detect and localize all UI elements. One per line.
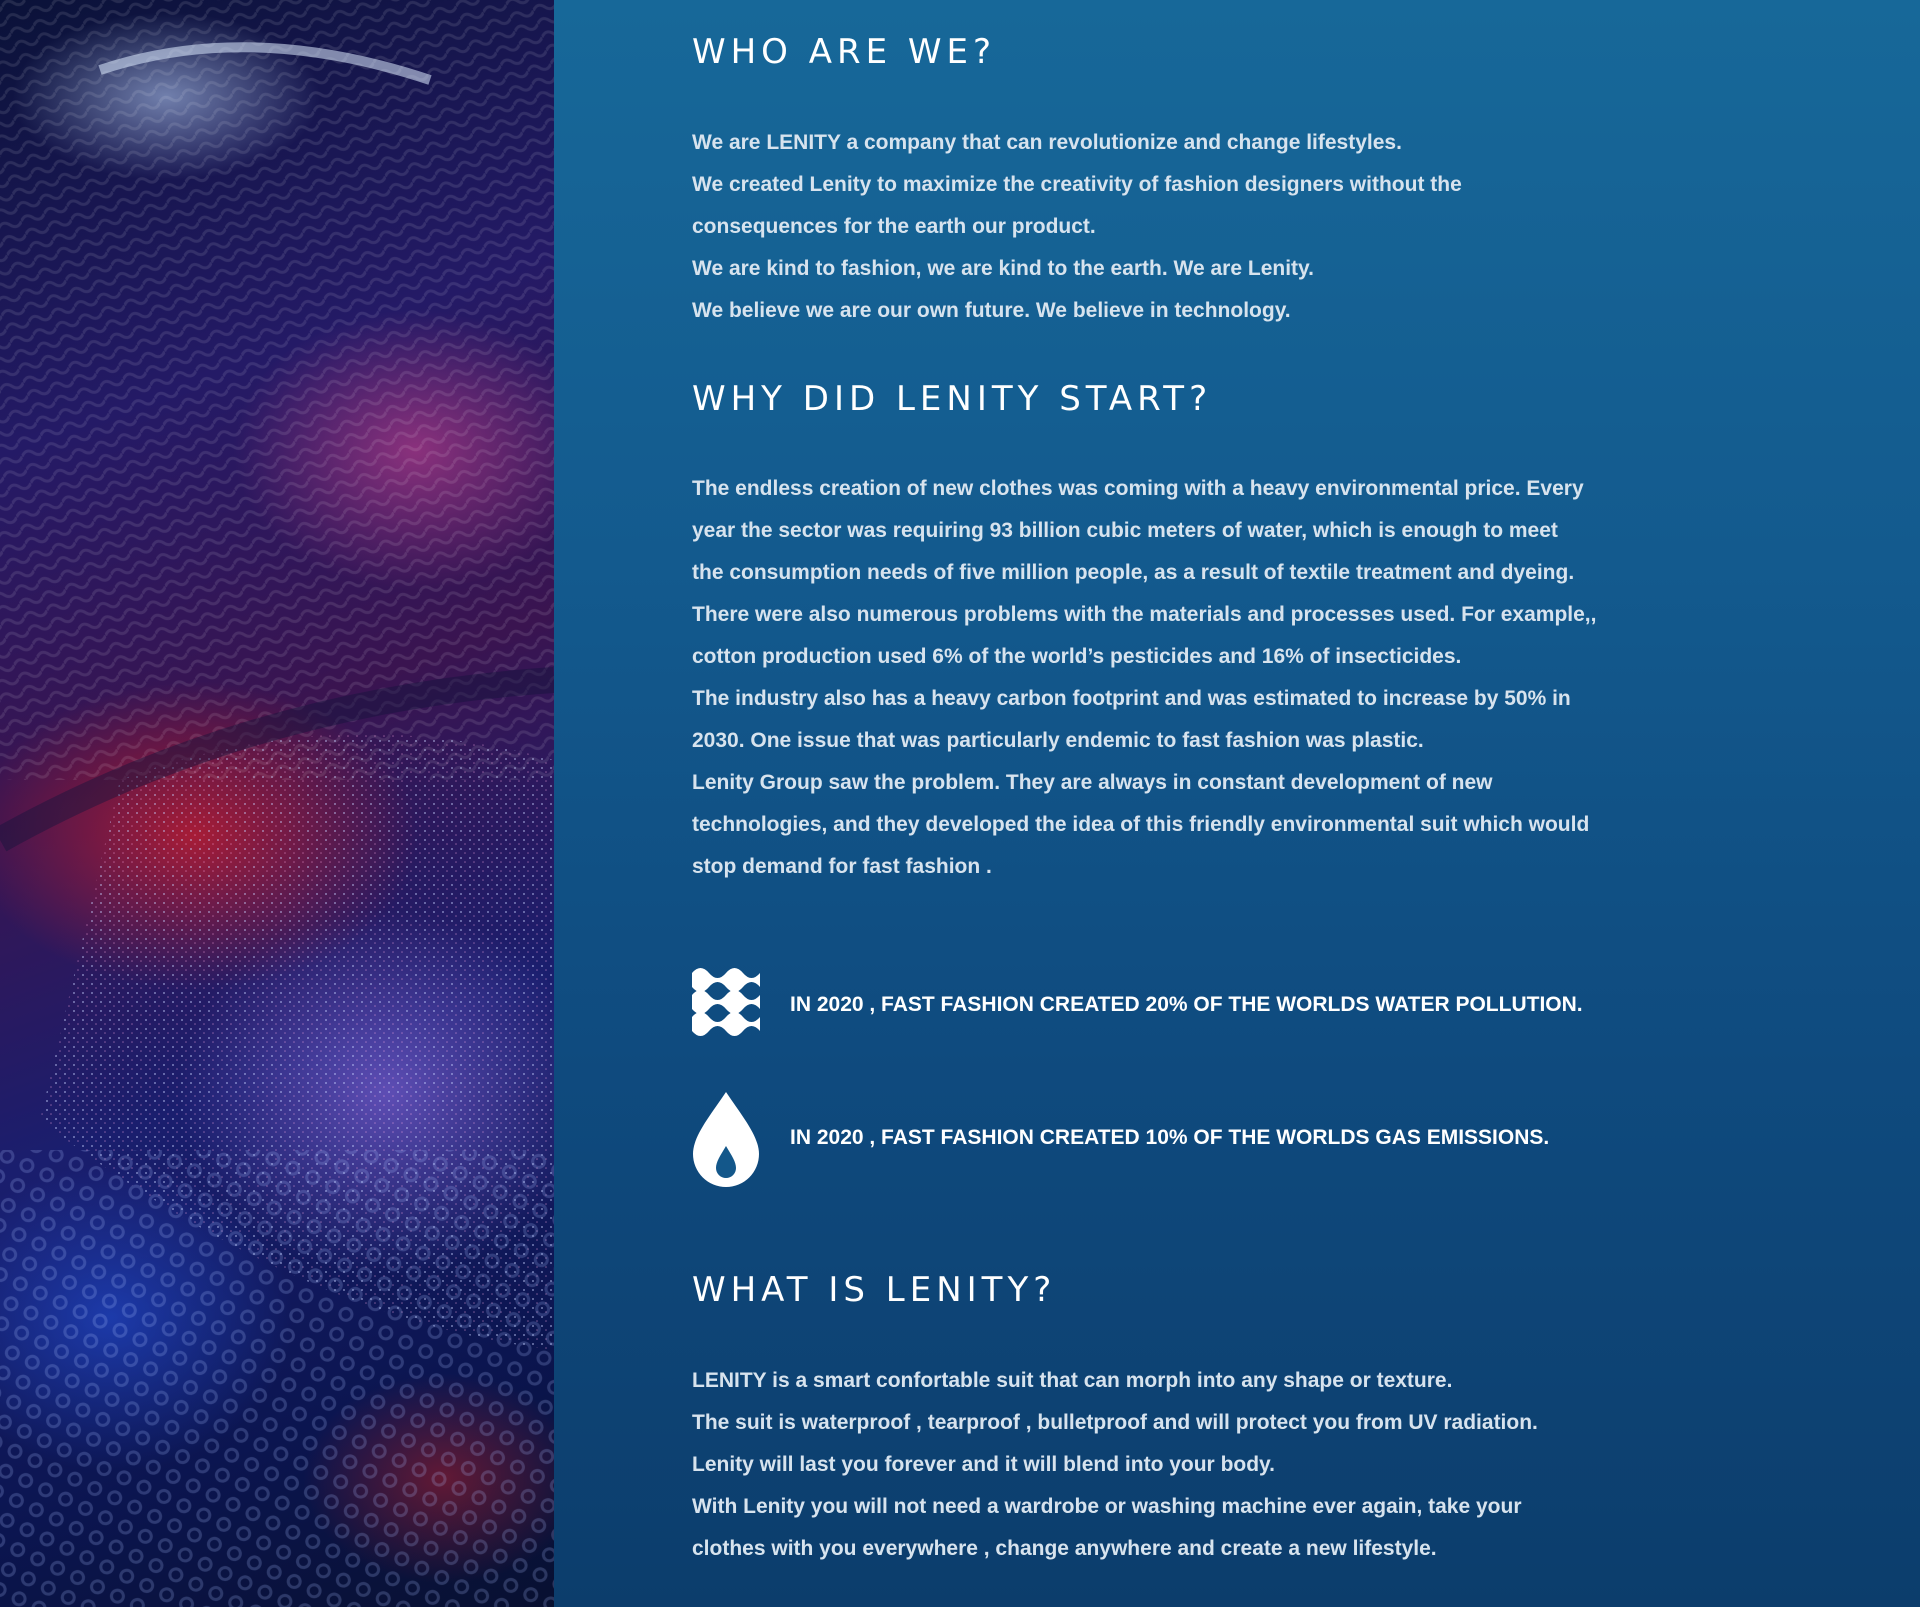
text-line: Lenity Group saw the problem. They are always in constant development of new — [692, 771, 1493, 794]
text-line: clothes with you everywhere , change anywhere and create a new lifestyle. — [692, 1537, 1437, 1560]
decorative-fabric-image — [0, 0, 554, 1607]
text-line: consequences for the earth our product. — [692, 215, 1096, 238]
water-waves-icon — [692, 957, 760, 1057]
text-line: We are kind to fashion, we are kind to the earth. We are Lenity. — [692, 257, 1314, 280]
text-line: The industry also has a heavy carbon footprint and was estimated to increase by 50% in — [692, 687, 1571, 710]
text-line: Lenity will last you forever and it will blend into your body. — [692, 1453, 1276, 1476]
text-line: With Lenity you will not need a wardrobe or washing machine ever again, take your — [692, 1495, 1522, 1518]
text-line: year the sector was requiring 93 billion cubic meters of water, which is enough to meet — [692, 519, 1558, 542]
text-line: The endless creation of new clothes was coming with a heavy environmental price. Every — [692, 477, 1584, 500]
text-line: the consumption needs of five million people, as a result of textile treatment and dyeing. — [692, 561, 1575, 584]
heading-who-are-we: WHO ARE WE? — [692, 32, 997, 72]
text-line: We created Lenity to maximize the creativity of fashion designers without the — [692, 173, 1462, 196]
fact-text: IN 2020 , FAST FASHION CREATED 10% OF THE WORLDS GAS EMISSIONS. — [790, 1126, 1550, 1149]
text-line: technologies, and they developed the idea of this friendly environmental suit which would — [692, 813, 1590, 836]
heading-what-is-lenity: WHAT IS LENITY? — [692, 1270, 1057, 1310]
text-line: The suit is waterproof , tearproof , bulletproof and will protect you from UV radiation. — [692, 1411, 1538, 1434]
text-line: We are LENITY a company that can revolutionize and change lifestyles. — [692, 131, 1402, 154]
text-line: There were also numerous problems with the materials and processes used. For example,, — [692, 603, 1597, 626]
text-line: stop demand for fast fashion . — [692, 855, 992, 878]
why-lenity-started-text — [692, 468, 1692, 888]
heading-why-did-lenity-start: WHY DID LENITY START? — [692, 379, 1213, 419]
drop-icon — [692, 1090, 760, 1190]
content-panel — [554, 0, 1920, 1607]
fabric-pattern-overlay — [0, 0, 554, 1607]
fact-text: IN 2020 , FAST FASHION CREATED 20% OF THE WORLDS WATER POLLUTION. — [790, 993, 1583, 1016]
what-is-lenity-text — [692, 1360, 1692, 1570]
text-line: cotton production used 6% of the world’s pesticides and 16% of insecticides. — [692, 645, 1462, 668]
text-line: We believe we are our own future. We believe in technology. — [692, 299, 1291, 322]
who-are-we-text — [692, 122, 1692, 332]
text-line: 2030. One issue that was particularly endemic to fast fashion was plastic. — [692, 729, 1424, 752]
text-line: LENITY is a smart confortable suit that can morph into any shape or texture. — [692, 1369, 1453, 1392]
